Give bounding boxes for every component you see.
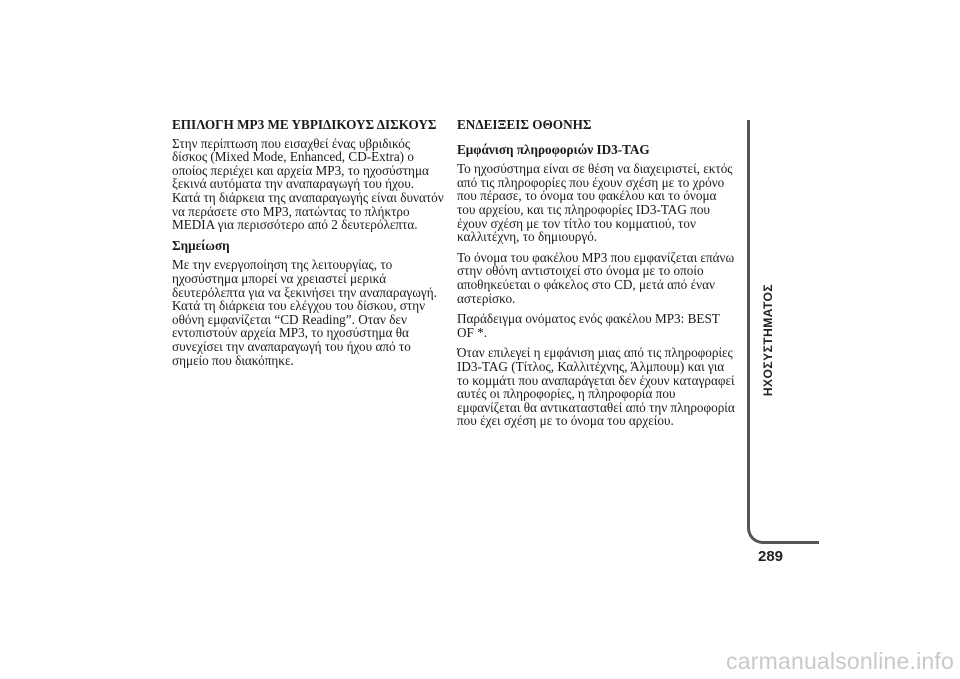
watermark-text: carmanualsonline.info	[726, 648, 954, 674]
paragraph-id3-info: Το ηχοσύστημα είναι σε θέση να διαχειριστεί, εκτός από τις πληροφορίες που έχουν σχέση με το χρόνο που πέρασε, το όνομα του φακέλου και το όνομα του αρχείου, και τις πληροφορίες ID3-TAG που έχουν σχέση με τον τίτλο του κομματιού, τον καλλιτέχνη, το δημιουργό.	[457, 161, 733, 245]
paragraph-folder-example: Παράδειγμα ονόματος ενός φακέλου MP3: BEST OF *.	[457, 311, 720, 340]
section-heading-display: ΕΝΔΕΙΞΕΙΣ ΟΘΟΝΗΣ	[457, 117, 592, 132]
chapter-tab-label: ΗΧΟΣΥΣΤΗΜΑΤΟΣ	[761, 283, 775, 397]
right-column	[457, 118, 737, 435]
page-number: 289	[758, 548, 784, 565]
subheading-id3-tag: Εμφάνιση πληροφοριών ID3-TAG	[457, 141, 650, 157]
paragraph-id3-fallback: Όταν επιλεγεί η εμφάνιση μιας από τις πληροφορίες ID3-TAG (Τίτλος, Καλλιτέχνης, Άλμπουμ) και για το κομμάτι που αναπαράγεται δεν έχουν καταγραφεί αυτές οι πληροφορίες, η πληροφορία που εμφανίζεται θα αντικατασταθεί από την πληροφορία που έχει σχέση με το όνομα του αρχείου.	[457, 345, 735, 429]
paragraph-folder-name: Το όνομα του φακέλου MP3 που εμφανίζεται επάνω στην οθόνη αντιστοιχεί στο όνομα με το οποίο αποθηκεύεται ο φάκελος στο CD, μετά από έναν αστερίσκο.	[457, 249, 735, 306]
left-column	[172, 118, 444, 374]
section-heading-mp3-hybrid: ΕΠΙΛΟΓΗ MP3 ΜΕ ΥΒΡΙΔΙΚΟΥΣ ΔΙΣΚΟΥΣ	[172, 117, 437, 132]
paragraph-hybrid-disc: Στην περίπτωση που εισαχθεί ένας υβριδικός δίσκος (Mixed Mode, Enhanced, CD-Extra) ο οποίος περιέχει και αρχεία MP3, το ηχοσύστημα ξεκινά αυτόματα την αναπαραγωγή του ήχου. Κατά τη διάρκεια της αναπαραγωγής είναι δυνατόν να περάσετε στο MP3, πατώντας το πλήκτρο MEDIA για περισσότερο από 2 δευτερόλεπτα.	[172, 135, 444, 233]
note-paragraph: Με την ενεργοποίηση της λειτουργίας, το ηχοσύστημα μπορεί να χρειαστεί μερικά δευτερόλεπτα για να ξεκινήσει την αναπαραγωγή. Κατά τη διάρκεια του ελέγχου του δίσκου, στην οθόνη εμφανίζεται “CD Reading”. Οταν δεν εντοπιστούν αρχεία MP3, το ηχοσύστημα θα συνεχίσει την αναπαραγωγή του ήχου από το σημείο που διακόπηκε.	[172, 257, 437, 368]
note-heading: Σημείωση	[172, 237, 230, 253]
